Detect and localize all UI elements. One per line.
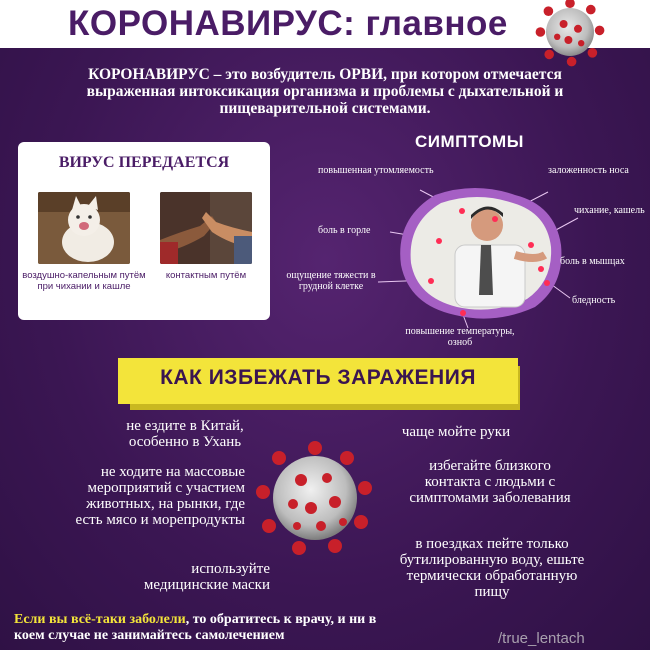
page-title: КОРОНАВИРУС: главное [68, 4, 508, 43]
symptoms-illustration [395, 185, 565, 325]
transmission-airborne-label: воздушно-капельным путём при чихании и кашле [22, 270, 146, 292]
footer-text: , то обратитесь к врачу, и ни в коем случае не занимайтесь самолечением [14, 612, 377, 643]
tip-no-china-travel: не ездите в Китай, особенно в Ухань [126, 418, 244, 450]
tip-wash-hands: чаще мойте руки [401, 424, 511, 440]
symptom-fever-chills: повышение температуры, озноб [405, 326, 515, 348]
tip-safe-food-water: в поездках пейте только бутилированную воду, ешьте термически обработанную пищу [399, 536, 585, 600]
symptom-sore-throat: боль в горле [318, 225, 371, 236]
symptom-sneezing-cough: чихание, кашель [574, 205, 645, 216]
cat-sneezing-image [38, 192, 130, 264]
transmission-contact-label: контактным путём [165, 270, 247, 281]
symptom-pallor: бледность [572, 295, 616, 306]
symptom-fatigue: повышенная утомляемость [318, 165, 434, 176]
intro-text: КОРОНАВИРУС – это возбудитель ОРВИ, при котором отмечается выраженная интоксикация организма и проблемы с дыхательной и пищеварительной системами. [86, 66, 564, 117]
transmission-card [18, 142, 270, 320]
transmission-title: ВИРУС ПЕРЕДАЕТСЯ [58, 154, 230, 171]
footer-highlight: Если вы всё-таки заболели [14, 612, 186, 627]
handshake-image [160, 192, 252, 264]
tip-avoid-markets: не ходите на массовые мероприятий с участием животных, на рынки, где есть мясо и морепродукты [75, 464, 245, 528]
symptoms-title: СИМПТОМЫ [415, 132, 524, 151]
tip-avoid-contact: избегайте близкого контакта с людьми с симптомами заболевания [409, 458, 571, 506]
virus-icon [530, 0, 610, 72]
symptom-nasal-congestion: заложенность носа [548, 165, 629, 176]
tip-use-masks: используйте медицинские маски [143, 561, 270, 593]
symptom-muscle-pain: боль в мышцах [560, 256, 625, 267]
symptom-chest-heaviness: ощущение тяжести в грудной клетке [286, 270, 376, 292]
virus-illustration [255, 438, 375, 558]
watermark: /true_lentach [498, 630, 585, 647]
prevention-title: КАК ИЗБЕЖАТЬ ЗАРАЖЕНИЯ [160, 366, 476, 389]
footer-advice [14, 612, 394, 644]
